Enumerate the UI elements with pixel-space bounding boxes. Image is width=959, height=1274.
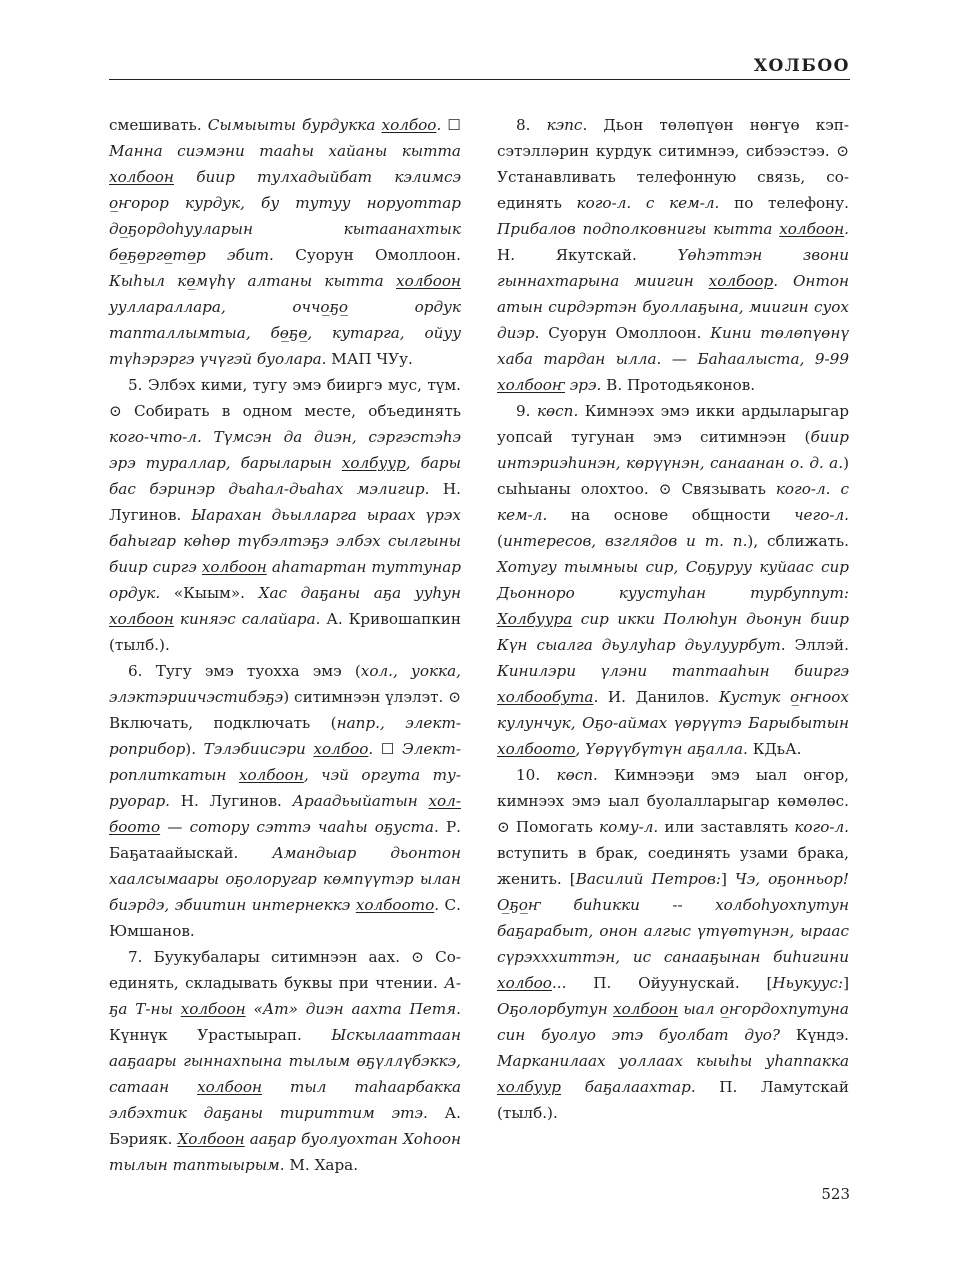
entry-paragraph-5: 5. Элбэх кими, тугу эмэ бииргэ мус, түм. ⊙ Собирать в одном месте, объединять кого-что-л. Түмсэн да диэн, сэргэстэһэ эрэ тураллар, барыларын холбуур, бары бас бэринэр дьаһал-дьаһах мэлигир. Н. Лугинов. Ыарахан дьылларга ыраах үрэх баһыгар көһөр түбэлтэҕэ элбэх сылгыны биир сиргэ холбоон аһатартан туттунар ордук. «Кыым». Хас даҕаны аҕа ууһун холбоон киняэс салайара. А. Кривошапкин (тылб.). — [109, 376, 462, 654]
entry-paragraph-10: 10. көсп. Кимнээҕи эмэ ыал оҥор, кимнээх эмэ ыал буолалларыгар көмөлөс. ⊙ Помогать кому-л. или заставлять кого-л. вступить в брак, соединять узами брака, женить. [Василий Петров:] Чэ, оҕонньор! О̲ҕо̲ҥ биһикки -- холбоһуохпутун баҕарабыт, онон алгыс үтүөтүнэн, ыраас сүрэхххиттэн, ис санааҕынан биһигини холбоо... П. Ойуунускай. [Ньукуус:] Оҕолорбутун холбоон ыал о̲ҥордохпутуна син буолуо этэ буолбат дуо? Күндэ. Марканилаах уоллаах кыыһы уһаппакка холбуур баҕалаахтар. П. Ламутскай (тылб.). — [497, 766, 849, 1122]
page-number: 523 — [821, 1185, 850, 1203]
entry-paragraph-7: 7. Буукубалары ситимнээн аах. ⊙ Соединять, складывать буквы при чтении. А-ҕа Т-ны холбоон «Ат» диэн аахта Петя. Күннүк Урастыырап. Ыскылааттаан ааҕаары гыннахпына тылым өҕүллүбэккэ, сатаан холбоон тыл таһаарбакка элбэхтик даҕаны тириттим этэ. А. Бэрияк. Холбоон ааҕар буолуохтан Хоһоон тылын таптыырым. М. Хара. — [109, 948, 462, 1174]
right-column — [497, 112, 849, 1126]
entry-paragraph-8: 8. кэпс. Дьон төлөпүөн нөҥүө кэпсэтэлләрин курдук ситимнээ, сибээстээ. ⊙ Устанавливать телефонную связь, соединять кого-л. с кем-л. по телефону. Прибалов подполковнигы кытта холбоон. Н. Якутскай. Үөһэттэн звони гыннахтарына миигин холбоор. Онтон атын сирдэртэн буоллаҕына, миигин суох диэр. Суорун Омоллоон. Кини төлөпүөнү хаба тардан ылла. — Баһаалыста, 9-99 холбооҥ эрэ. В. Протодьяконов. — [497, 116, 850, 394]
running-header: ХОЛБОО — [753, 56, 850, 76]
left-column — [109, 112, 461, 1178]
header-rule — [109, 79, 850, 80]
entry-paragraph-9: 9. көсп. Кимнээх эмэ икки ардыларыгар уопсай тугунан эмэ ситимнээн (биир интэриэһинэн, көрүүнэн, санаанан о. д. а.) сыһыаны олохтоо. ⊙ Связывать кого-л. с кем-л. на основе общности чего-л. (интересов, взглядов и т. п.), сближать. Хотугу тымныы сир, Соҕуруу куйаас сир Дьонноро куустуһан турбуппут: Холбуура сир икки Полюһун дьонун биир Күн сыалга дьулуһар дьулуурбут. Эллэй. Кинилэри үлэни таптааһын бииргэ холбообута. И. Данилов. Кустук о̲ҥноох кулунчук, Оҕо-аймах үөрүүтэ Барыбытын холбоото, Үөрүүбүтүн аҕалла. КДьА. — [497, 402, 850, 758]
entry-paragraph-continued: смешивать. Сымыыты бурдукка холбоо. ☐ Манна сиэмэни тааһы хайаны кытта холбоон биир тулхадыйбат кэлимсэ о̲ҥорор курдук, бу тутуу норуоттар до̲ҕордоһууларын кытаанахтык бө̲ҕө̲ргө̲тө̲р эбит. Суорун Омоллоон. Кыһыл кө̲мүһү алтаны кытта холбоон ууллараллара, оччо̲ҕо̲ ордук тапталлымтыа, бө̲ҕө̲, кутарга, ойуу түһэрэргэ үчүгэй буолара. МАП ЧУу. — [109, 116, 461, 368]
entry-paragraph-6: 6. Тугу эмэ туохха эмэ (хол., уокка, элэктэриичэстибэҕэ) ситимнээн үлэлэт. ⊙ Включать, подключать (напр., электроприбор). Тэлэбиисэри холбоо. ☐ Электроплиткатын холбоон, чэй оргута туруорар. Н. Лугинов. Араадьыйатын холбоото — сотору сэттэ чааһы оҕуста. Р. Баҕатаайыскай. Амандыар дьонтон хаалсымаары оҕолоругар көмпүүтэр ылан биэрдэ, эбиитин интернеккэ холбоото. С. Юмшанов. — [109, 662, 461, 940]
